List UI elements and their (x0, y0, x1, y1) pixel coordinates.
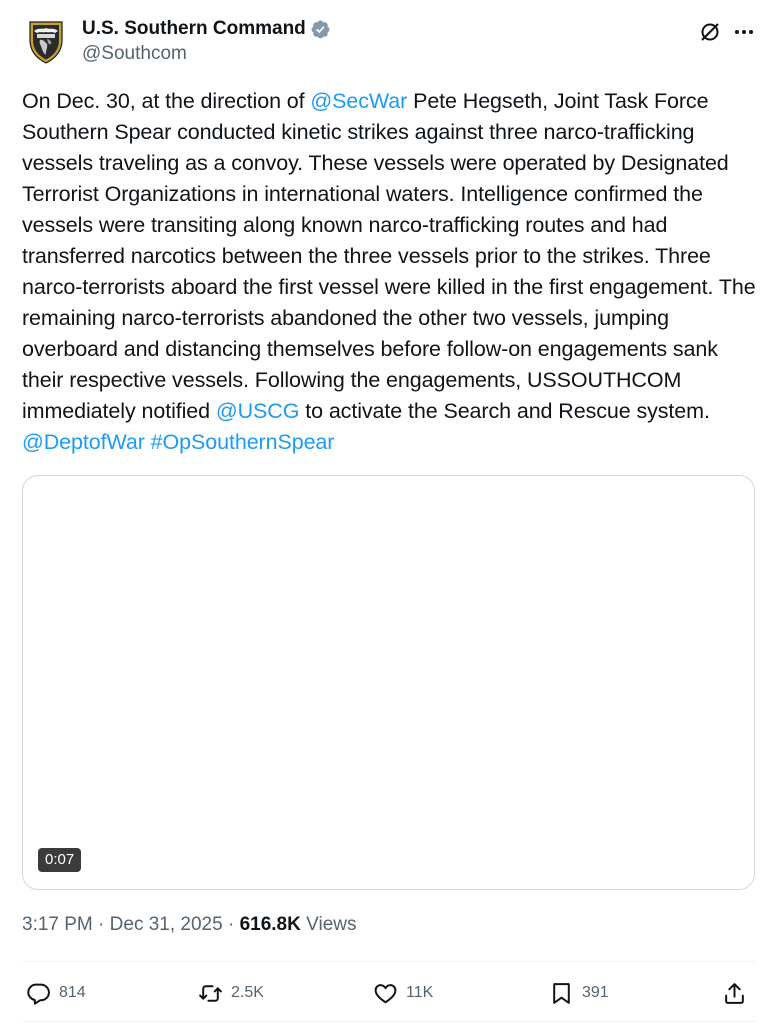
tweet-text-segment: Pete Hegseth, Joint Task Force Southern Spear conducted kinetic strikes against three narco-trafficking vessels traveling as a convoy. These vessels were operated by Designated Terrorist Organizations in international waters. Intelligence confirmed the vessels were transiting along known narco-trafficking routes and had transferred narcotics between the three vessels prior to the strikes. Three narco-terrorists aboard the first vessel were killed in the first engagement. The remaining narco-terrorists abandoned the other two vessels, jumping overboard and distancing themselves before follow-on engagements sank their respective vessels. Following the engagements, USSOUTHCOM immediately notified (22, 89, 756, 423)
repost-count: 2.5K (231, 984, 264, 1001)
grok-icon[interactable] (698, 20, 722, 44)
bookmark-button[interactable] (549, 976, 609, 1010)
reply-button[interactable] (26, 976, 86, 1010)
tweet-text-segment: to activate the Search and Rescue system. (299, 399, 710, 423)
repost-icon (198, 981, 223, 1006)
tweet-time[interactable]: 3:17 PM (22, 914, 93, 935)
tweet-text-segment: On Dec. 30, at the direction of (22, 89, 311, 113)
like-button[interactable] (373, 976, 433, 1010)
meta-separator: · (98, 914, 105, 935)
author-name-text: U.S. Southern Command (82, 18, 306, 39)
divider (22, 1021, 756, 1022)
video-duration-badge: 0:07 (38, 848, 81, 872)
mention-deptofwar-link[interactable]: @DeptofWar (22, 430, 145, 454)
verified-badge-icon[interactable] (310, 19, 331, 40)
bookmark-icon (549, 981, 574, 1006)
mention-secwar-link[interactable]: @SecWar (310, 89, 408, 113)
avatar[interactable] (22, 18, 70, 66)
reply-count: 814 (59, 984, 86, 1001)
share-button[interactable] (722, 976, 747, 1010)
heart-icon (373, 981, 398, 1006)
southcom-crest-icon (28, 20, 64, 64)
divider (22, 961, 756, 962)
share-icon (722, 981, 747, 1006)
views-label: Views (306, 914, 357, 935)
mention-uscg-link[interactable]: @USCG (215, 399, 300, 423)
views-count: 616.8K (239, 914, 301, 935)
repost-button[interactable] (198, 976, 264, 1010)
like-count: 11K (406, 984, 434, 1001)
tweet-date[interactable]: Dec 31, 2025 (109, 914, 223, 935)
author-handle[interactable]: @Southcom (82, 43, 187, 64)
meta-separator: · (227, 914, 235, 935)
reply-icon (26, 981, 51, 1006)
hashtag-opsouthernspear-link[interactable]: #OpSouthernSpear (150, 430, 335, 454)
more-options-icon[interactable] (732, 20, 756, 44)
bookmark-count: 391 (582, 984, 609, 1001)
action-bar (22, 976, 756, 1010)
tweet-header (22, 16, 756, 72)
author-display-name[interactable] (82, 17, 331, 41)
video-player[interactable] (22, 475, 755, 890)
tweet-text (22, 86, 756, 458)
tweet-meta (22, 912, 356, 938)
